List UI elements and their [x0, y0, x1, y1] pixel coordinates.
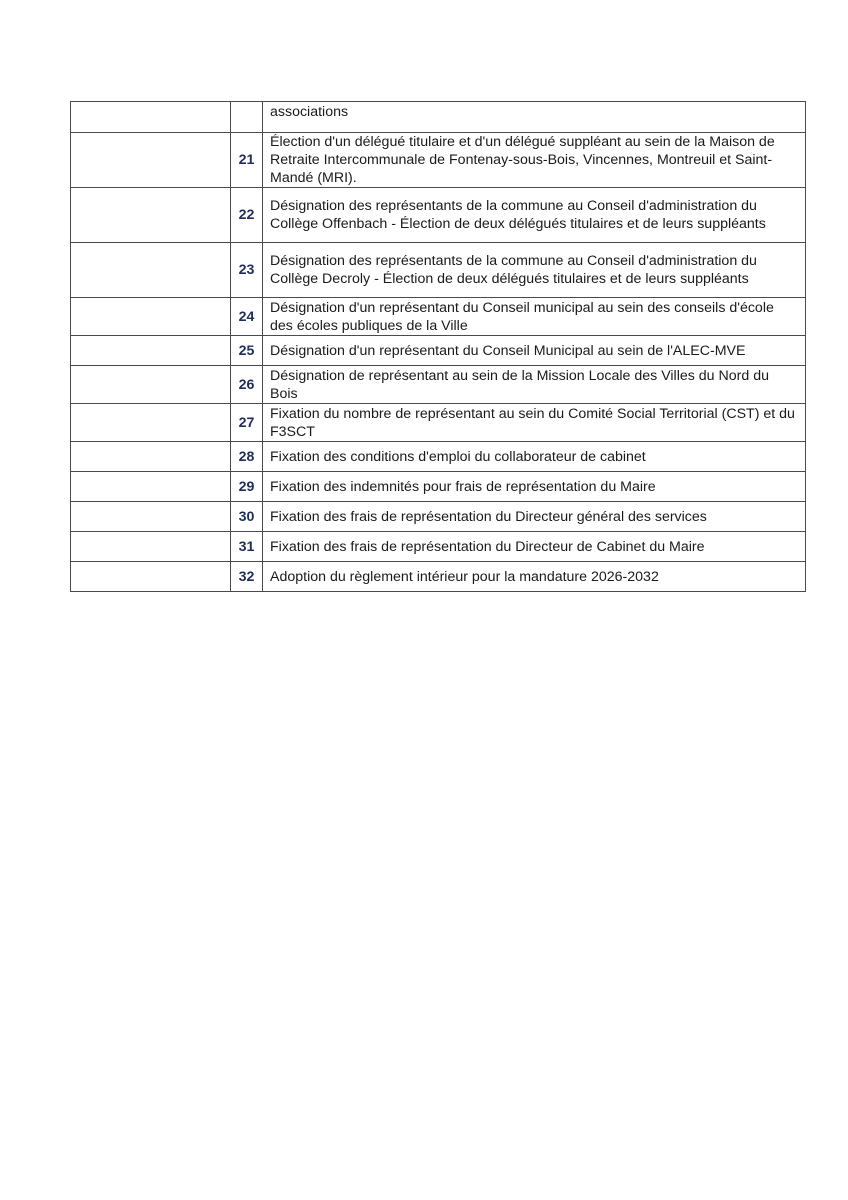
table-row	[71, 502, 806, 532]
empty-cell	[71, 188, 231, 243]
empty-cell	[71, 298, 231, 336]
empty-cell	[71, 532, 231, 562]
table-row	[71, 562, 806, 592]
table-row	[71, 298, 806, 336]
item-number	[231, 102, 263, 133]
item-description: associations	[263, 102, 806, 133]
empty-cell	[71, 404, 231, 442]
item-description: Désignation des représentants de la commune au Conseil d'administration du Collège Decroly - Élection de deux délégués titulaires et de leurs suppléants	[263, 243, 806, 298]
empty-cell	[71, 133, 231, 188]
empty-cell	[71, 102, 231, 133]
item-description: Fixation des indemnités pour frais de représentation du Maire	[263, 472, 806, 502]
item-description: Adoption du règlement intérieur pour la mandature 2026-2032	[263, 562, 806, 592]
empty-cell	[71, 366, 231, 404]
item-number: 25	[231, 336, 263, 366]
item-number: 23	[231, 243, 263, 298]
table-row	[71, 102, 806, 133]
item-description: Fixation du nombre de représentant au sein du Comité Social Territorial (CST) et du F3SCT	[263, 404, 806, 442]
item-number: 31	[231, 532, 263, 562]
item-description: Désignation d'un représentant du Conseil municipal au sein des conseils d'école des écoles publiques de la Ville	[263, 298, 806, 336]
table-row	[71, 532, 806, 562]
item-number: 28	[231, 442, 263, 472]
table-row	[71, 442, 806, 472]
item-description: Désignation de représentant au sein de la Mission Locale des Villes du Nord du Bois	[263, 366, 806, 404]
empty-cell	[71, 336, 231, 366]
empty-cell	[71, 562, 231, 592]
item-number: 24	[231, 298, 263, 336]
item-description: Fixation des frais de représentation du Directeur général des services	[263, 502, 806, 532]
empty-cell	[71, 472, 231, 502]
table-row	[71, 366, 806, 404]
item-number: 27	[231, 404, 263, 442]
item-number: 26	[231, 366, 263, 404]
item-number: 22	[231, 188, 263, 243]
table-row	[71, 404, 806, 442]
table-row	[71, 188, 806, 243]
item-description: Fixation des conditions d'emploi du collaborateur de cabinet	[263, 442, 806, 472]
item-number: 21	[231, 133, 263, 188]
item-description: Fixation des frais de représentation du Directeur de Cabinet du Maire	[263, 532, 806, 562]
table-row	[71, 133, 806, 188]
agenda-table	[70, 101, 806, 592]
item-description: Désignation des représentants de la commune au Conseil d'administration du Collège Offenbach - Élection de deux délégués titulaires et de leurs suppléants	[263, 188, 806, 243]
table-row	[71, 336, 806, 366]
item-description: Élection d'un délégué titulaire et d'un délégué suppléant au sein de la Maison de Retraite Intercommunale de Fontenay-sous-Bois, Vincennes, Montreuil et Saint-Mandé (MRI).	[263, 133, 806, 188]
table-row	[71, 243, 806, 298]
item-number: 32	[231, 562, 263, 592]
item-number: 30	[231, 502, 263, 532]
empty-cell	[71, 502, 231, 532]
item-description: Désignation d'un représentant du Conseil Municipal au sein de l'ALEC-MVE	[263, 336, 806, 366]
empty-cell	[71, 243, 231, 298]
empty-cell	[71, 442, 231, 472]
table-row	[71, 472, 806, 502]
item-number: 29	[231, 472, 263, 502]
